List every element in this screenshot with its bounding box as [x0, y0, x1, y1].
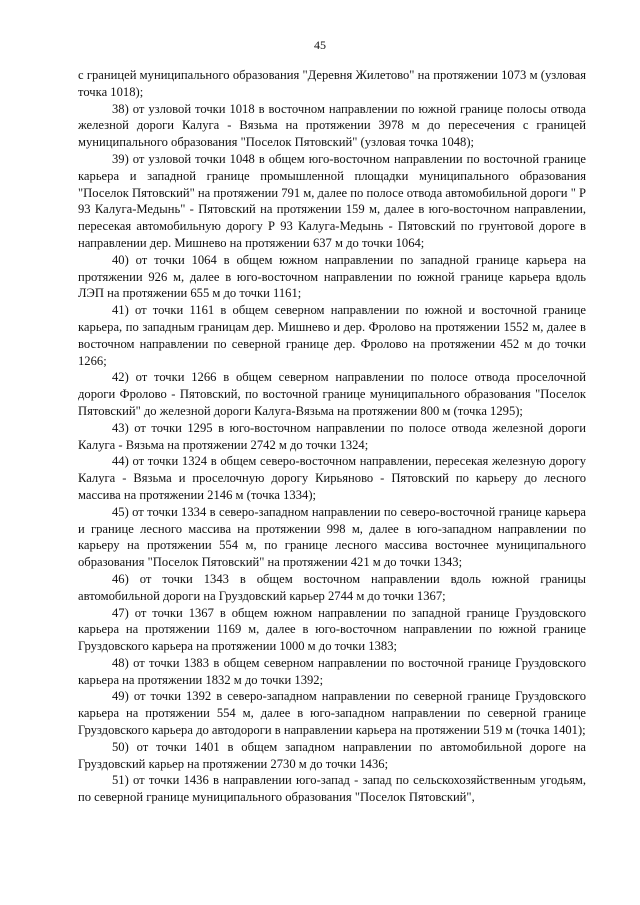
paragraph-item-46: 46) от точки 1343 в общем восточном направлении вдоль южной границы автомобильной дороги на Груздовский карьер 2744 м до точки 1367;	[78, 571, 586, 603]
paragraph-item-45: 45) от точки 1334 в северо-западном направлении по северо-восточной границе карьера и границе лесного массива на протяжении 998 м, далее в юго-западном направлении по карьеру на протяжении 554 м, по границе лесного массива восточнее муниципального образования "Поселок Пятовский" на протяжении 421 м до точки 1343;	[78, 504, 586, 570]
paragraph-item-42: 42) от точки 1266 в общем северном направлении по полосе отвода проселочной дороги Фролово - Пятовский, по восточной границе муниципального образования "Поселок Пятовский" до железной дороги Калуга-Вязьма на протяжении 800 м (точка 1295);	[78, 370, 586, 418]
paragraph-item-49: 49) от точки 1392 в северо-западном направлении по северной границе Груздовского карьера на протяжении 554 м, далее в юго-западном направлении по северной границе Груздовского карьера до автодороги в направлении карьера на протяжении 519 м (точка 1401);	[78, 689, 586, 738]
paragraph-item-47: 47) от точки 1367 в общем южном направлении по западной границе Груздовского карьера на протяжении 1169 м, далее в юго-восточном направлении по южной границе Груздовского карьера на протяжении 1000 м до точки 1383;	[78, 605, 586, 654]
paragraph-item-43: 43) от точки 1295 в юго-восточном направлении по полосе отвода железной дороги Калуга - Вязьма на протяжении 2742 м до точки 1324;	[78, 420, 586, 452]
page-number: 45	[314, 38, 326, 52]
paragraph-continuation: с границей муниципального образования "Деревня Жилетово" на протяжении 1073 м (узловая точка 1018);	[78, 68, 586, 99]
paragraph-item-50: 50) от точки 1401 в общем западном направлении по автомобильной дороге на Груздовский карьер на протяжении 2730 м до точки 1436;	[78, 739, 586, 771]
paragraph-item-40: 40) от точки 1064 в общем южном направлении по западной границе карьера на протяжении 926 м, далее в юго-восточном направлении по южной границе карьера вдоль ЛЭП на протяжении 655 м до точки 1161;	[78, 252, 586, 301]
paragraph-item-51: 51) от точки 1436 в направлении юго-запад - запад по сельскохозяйственным угодьям, по северной границе муниципального образования "Поселок Пятовский",	[78, 773, 586, 805]
paragraph-item-38: 38) от узловой точки 1018 в восточном направлении по южной границе полосы отвода железной дороги Калуга - Вязьма на протяжении 3978 м до пересечения с границей муниципального образования "Поселок Пятовский" (узловая точка 1048);	[78, 101, 586, 150]
paragraph-item-41: 41) от точки 1161 в общем северном направлении по южной и восточной границе карьера, по западным границам дер. Мишнево и дер. Фролово на протяжении 1552 м, далее в восточном направлении по северной границе дер. Фролово на протяжении 452 м до точки 1266;	[78, 303, 586, 368]
document-body	[78, 67, 586, 806]
paragraph-item-48: 48) от точки 1383 в общем северном направлении по восточной границе Груздовского карьера на протяжении 1832 м до точки 1392;	[78, 655, 586, 687]
paragraph-item-44: 44) от точки 1324 в общем северо-восточном направлении, пересекая железную дорогу Калуга - Вязьма и проселочную дорогу Кирьяново - Пятовский по карьеру до лесного массива на протяжении 2146 м (точка 1334);	[78, 454, 586, 502]
paragraph-item-39: 39) от узловой точки 1048 в общем юго-восточном направлении по восточной границе карьера и западной границе промышленной площадки муниципального образования "Поселок Пятовский" на протяжении 791 м, далее по полосе отвода автомобильной дороги " Р 93 Калуга-Медынь" - Пятовский на протяжении 159 м, далее в юго-восточном направлении, пересекая автомобильную дорогу Р 93 Калуга-Медынь - Пятовский по грунтовой дороге в направлении дер. Мишнево на протяжении 637 м до точки 1064;	[78, 151, 586, 250]
